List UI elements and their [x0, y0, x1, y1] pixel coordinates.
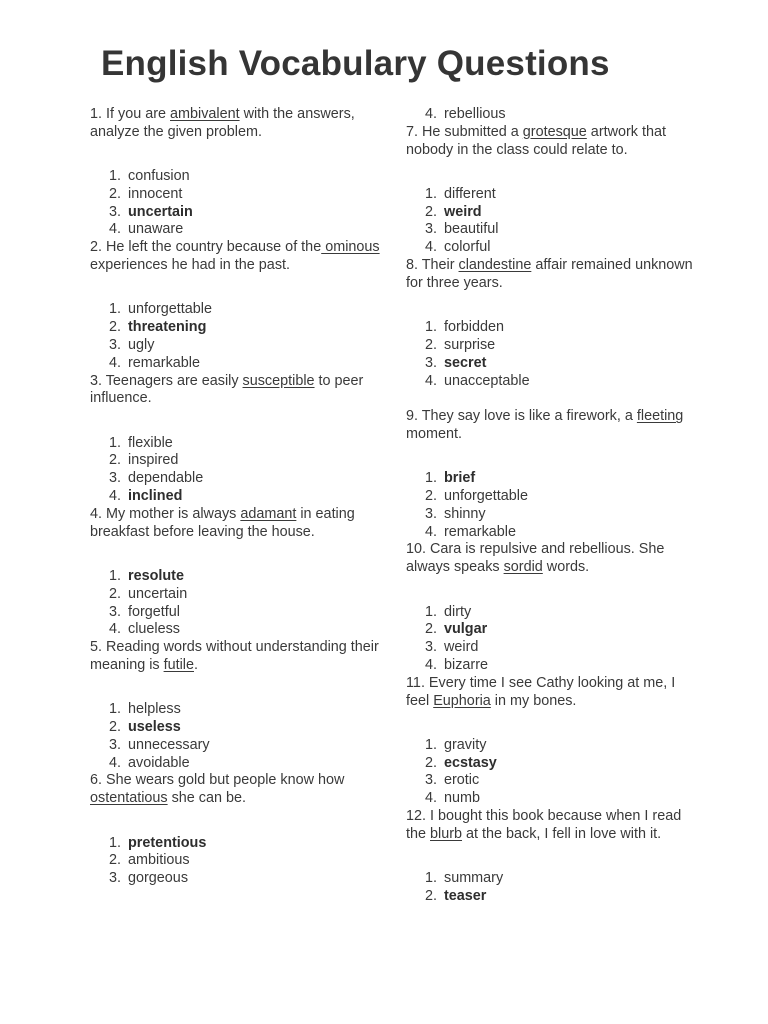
spacer	[406, 159, 696, 186]
option-list	[406, 106, 696, 124]
option-number: 4.	[108, 221, 121, 238]
question-text	[406, 408, 696, 444]
spacer	[406, 844, 696, 871]
spacer	[90, 808, 380, 835]
question-block	[406, 541, 696, 674]
question-post: affair remained unknown for three years.	[406, 257, 693, 291]
option-number: 2.	[108, 719, 121, 736]
option-number: 1.	[424, 603, 437, 620]
option-text: flexible	[128, 434, 173, 451]
option-number: 2.	[424, 887, 437, 904]
option	[406, 106, 696, 124]
option-text: ugly	[128, 336, 155, 353]
option-text: uncertain	[128, 585, 188, 602]
option-text: inclined	[128, 488, 183, 505]
option-text: uncertain	[128, 203, 193, 220]
option	[406, 506, 696, 524]
question-text	[406, 257, 696, 293]
vocab-word: ambivalent	[170, 106, 240, 122]
option-text: threatening	[128, 319, 207, 336]
answer-option	[90, 719, 380, 737]
option-text: dependable	[128, 470, 204, 487]
spacer	[90, 541, 380, 568]
option-number: 3.	[424, 639, 437, 656]
option-number: 2.	[424, 203, 437, 220]
vocab-word: Euphoria	[433, 692, 491, 709]
option-list	[406, 870, 696, 906]
option-text: secret	[444, 354, 487, 371]
option	[90, 621, 380, 639]
right-column	[406, 106, 696, 906]
option	[406, 373, 696, 391]
option-text: gravity	[444, 736, 487, 753]
option	[90, 337, 380, 355]
option-text: clueless	[128, 621, 180, 638]
option	[406, 186, 696, 204]
question-text	[90, 772, 380, 808]
option-text: remarkable	[444, 523, 516, 540]
question-post: she can be.	[167, 790, 247, 807]
option-number: 3.	[108, 336, 121, 353]
question-text	[90, 106, 380, 142]
question-text	[90, 639, 380, 675]
question-pre: 3. Teenagers are easily	[90, 372, 243, 389]
option-text: rebellious	[444, 106, 506, 122]
option-number: 3.	[424, 354, 437, 371]
option	[406, 524, 696, 542]
option-list	[90, 435, 380, 506]
option-number: 4.	[424, 106, 437, 122]
question-pre: 1. If you are	[90, 106, 170, 122]
option-text: unnecessary	[128, 736, 210, 753]
option-number: 1.	[108, 168, 121, 185]
option-number: 1.	[108, 434, 121, 451]
option	[90, 755, 380, 773]
spacer	[406, 710, 696, 737]
option-number: 1.	[424, 736, 437, 753]
option	[406, 221, 696, 239]
option-number: 4.	[424, 656, 437, 673]
spacer	[406, 577, 696, 604]
option	[406, 870, 696, 888]
option-text: summary	[444, 870, 504, 887]
question-text	[406, 124, 696, 160]
option-text: ambitious	[128, 852, 190, 869]
answer-option	[90, 204, 380, 222]
spacer	[90, 675, 380, 702]
option-text: forgetful	[128, 603, 180, 620]
option-number: 1.	[424, 470, 437, 487]
option-text: avoidable	[128, 754, 190, 771]
option-list	[90, 568, 380, 639]
question-text	[90, 373, 380, 409]
option	[90, 452, 380, 470]
option-text: inspired	[128, 452, 179, 469]
option	[406, 790, 696, 808]
option-number: 1.	[424, 185, 437, 202]
question-text	[406, 808, 696, 844]
option-text: weird	[444, 203, 482, 220]
question-pre: 7. He submitted a	[406, 123, 523, 140]
option	[90, 221, 380, 239]
answer-option	[406, 355, 696, 373]
option	[406, 604, 696, 622]
option-number: 1.	[424, 870, 437, 887]
option-list	[90, 835, 380, 888]
option-number: 3.	[424, 221, 437, 238]
option-list	[406, 604, 696, 675]
question-text	[406, 675, 696, 711]
option	[90, 737, 380, 755]
option-number: 1.	[424, 319, 437, 336]
question-post: artwork that nobody in the class could relate to.	[406, 123, 666, 158]
option-number: 3.	[108, 470, 121, 487]
question-block	[90, 373, 380, 506]
question-post: .	[194, 656, 198, 673]
option-number: 4.	[108, 754, 121, 771]
option-number: 2.	[108, 452, 121, 469]
option-number: 2.	[424, 621, 437, 638]
option-text: gorgeous	[128, 870, 189, 887]
option-text: innocent	[128, 185, 183, 202]
option-number: 4.	[424, 372, 437, 389]
option-number: 3.	[424, 505, 437, 522]
option-number: 3.	[108, 870, 121, 887]
question-post: in my bones.	[490, 692, 577, 709]
option	[90, 604, 380, 622]
option-number: 2.	[424, 336, 437, 353]
option-number: 3.	[424, 772, 437, 789]
question-block	[90, 506, 380, 639]
question-block	[406, 808, 696, 906]
option	[90, 586, 380, 604]
vocab-word: grotesque	[522, 123, 587, 140]
option	[406, 772, 696, 790]
option-list	[90, 701, 380, 772]
option-text: teaser	[444, 887, 487, 904]
question-post: with the answers, analyze the given problem.	[90, 106, 355, 140]
option-text: confusion	[128, 168, 190, 185]
option-text: surprise	[444, 336, 496, 353]
option	[90, 435, 380, 453]
question-block	[406, 257, 696, 390]
option-text: remarkable	[128, 354, 200, 371]
question-block	[406, 408, 696, 541]
question-pre: 6. She wears gold but people know how	[90, 772, 345, 789]
question-post: experiences he had in the past.	[90, 257, 291, 274]
answer-option	[406, 888, 696, 906]
option-number: 1.	[108, 301, 121, 318]
vocab-word: blurb	[430, 825, 463, 842]
option	[90, 852, 380, 870]
question-text	[90, 239, 380, 275]
option-text: forbidden	[444, 319, 505, 336]
option-text: unacceptable	[444, 372, 530, 389]
option	[90, 186, 380, 204]
question-text	[90, 506, 380, 542]
question-pre: 2. He left the country because of the	[90, 239, 322, 256]
spacer	[90, 275, 380, 302]
option	[406, 639, 696, 657]
option	[90, 168, 380, 186]
question-post: to peer influence.	[90, 372, 364, 407]
question-pre: 9. They say love is like a firework, a	[406, 408, 637, 425]
option-list	[90, 168, 380, 239]
option-list	[406, 319, 696, 390]
option-number: 1.	[108, 834, 121, 851]
option	[406, 239, 696, 257]
option-text: helpless	[128, 701, 181, 718]
option-text: resolute	[128, 567, 184, 584]
question-post: moment.	[406, 425, 462, 442]
option-number: 1.	[108, 701, 121, 718]
option-text: dirty	[444, 603, 472, 620]
option-number: 4.	[108, 488, 121, 505]
option-text: different	[444, 185, 496, 202]
option-text: shinny	[444, 505, 486, 522]
answer-option	[90, 488, 380, 506]
question-post: words.	[542, 559, 590, 576]
option	[90, 355, 380, 373]
option-text: unforgettable	[444, 488, 529, 505]
vocab-word: adamant	[240, 505, 297, 522]
option	[406, 657, 696, 675]
question-block	[406, 675, 696, 808]
option	[90, 470, 380, 488]
spacer	[90, 408, 380, 435]
answer-option	[406, 755, 696, 773]
option-number: 4.	[108, 621, 121, 638]
option-text: brief	[444, 470, 476, 487]
vocab-word: susceptible	[242, 372, 315, 389]
question-pre: 11. Every time I see Cathy looking at me, I feel	[406, 674, 676, 709]
option	[406, 488, 696, 506]
question-post: in eating breakfast before leaving the house.	[90, 505, 355, 540]
question-pre: 10. Cara is repulsive and rebellious. She always speaks	[406, 541, 665, 576]
option-list	[406, 737, 696, 808]
option-text: useless	[128, 719, 181, 736]
option-text: numb	[444, 790, 480, 807]
question-post: at the back, I fell in love with it.	[462, 825, 662, 842]
option-text: beautiful	[444, 221, 499, 238]
question-block	[90, 639, 380, 772]
option-number: 2.	[424, 488, 437, 505]
option-text: bizarre	[444, 656, 488, 673]
option-number: 2.	[108, 319, 121, 336]
option-list	[406, 186, 696, 257]
option-text: unforgettable	[128, 301, 213, 318]
option-number: 2.	[108, 585, 121, 602]
option-text: vulgar	[444, 621, 488, 638]
option-number: 3.	[108, 603, 121, 620]
question-pre: 5. Reading words without understanding their meaning is	[90, 639, 379, 673]
option-text: weird	[444, 639, 479, 656]
option	[90, 870, 380, 888]
answer-option	[90, 319, 380, 337]
option-number: 1.	[108, 567, 121, 584]
option	[90, 701, 380, 719]
option-number: 3.	[108, 203, 121, 220]
question-pre: 12. I bought this book because when I read the	[406, 808, 682, 842]
answer-option	[406, 204, 696, 222]
option-number: 2.	[424, 754, 437, 771]
option	[406, 337, 696, 355]
vocab-word: futile	[163, 656, 194, 673]
answer-option	[90, 835, 380, 853]
spacer	[406, 444, 696, 471]
option	[90, 301, 380, 319]
question-block	[406, 124, 696, 257]
spacer	[90, 142, 380, 169]
option-text: ecstasy	[444, 754, 497, 771]
answer-option	[406, 621, 696, 639]
question-pre: 4. My mother is always	[90, 505, 241, 522]
page-title: English Vocabulary Questions	[101, 44, 610, 83]
option-list	[90, 301, 380, 372]
vocab-word: fleeting	[636, 408, 684, 425]
option-number: 4.	[424, 239, 437, 256]
left-column	[90, 106, 380, 888]
question-pre: 8. Their	[406, 257, 459, 274]
option-text: colorful	[444, 239, 491, 256]
option-number: 3.	[108, 736, 121, 753]
question-block	[90, 772, 380, 887]
option-text: unaware	[128, 221, 184, 238]
vocab-word: clandestine	[458, 257, 532, 274]
option-number: 4.	[424, 790, 437, 807]
option-text: erotic	[444, 772, 480, 789]
answer-option	[406, 470, 696, 488]
option-list	[406, 470, 696, 541]
option	[406, 737, 696, 755]
option-text: pretentious	[128, 834, 207, 851]
spacer	[406, 293, 696, 320]
option	[406, 319, 696, 337]
answer-option	[90, 568, 380, 586]
vocab-word: sordid	[503, 559, 543, 576]
option-number: 4.	[424, 523, 437, 540]
option-number: 2.	[108, 185, 121, 202]
option-number: 4.	[108, 354, 121, 371]
question-block	[90, 106, 380, 239]
vocab-word: ominous	[321, 239, 380, 256]
question-text	[406, 541, 696, 577]
vocab-word: ostentatious	[90, 790, 168, 807]
option-number: 2.	[108, 852, 121, 869]
question-block	[90, 239, 380, 372]
